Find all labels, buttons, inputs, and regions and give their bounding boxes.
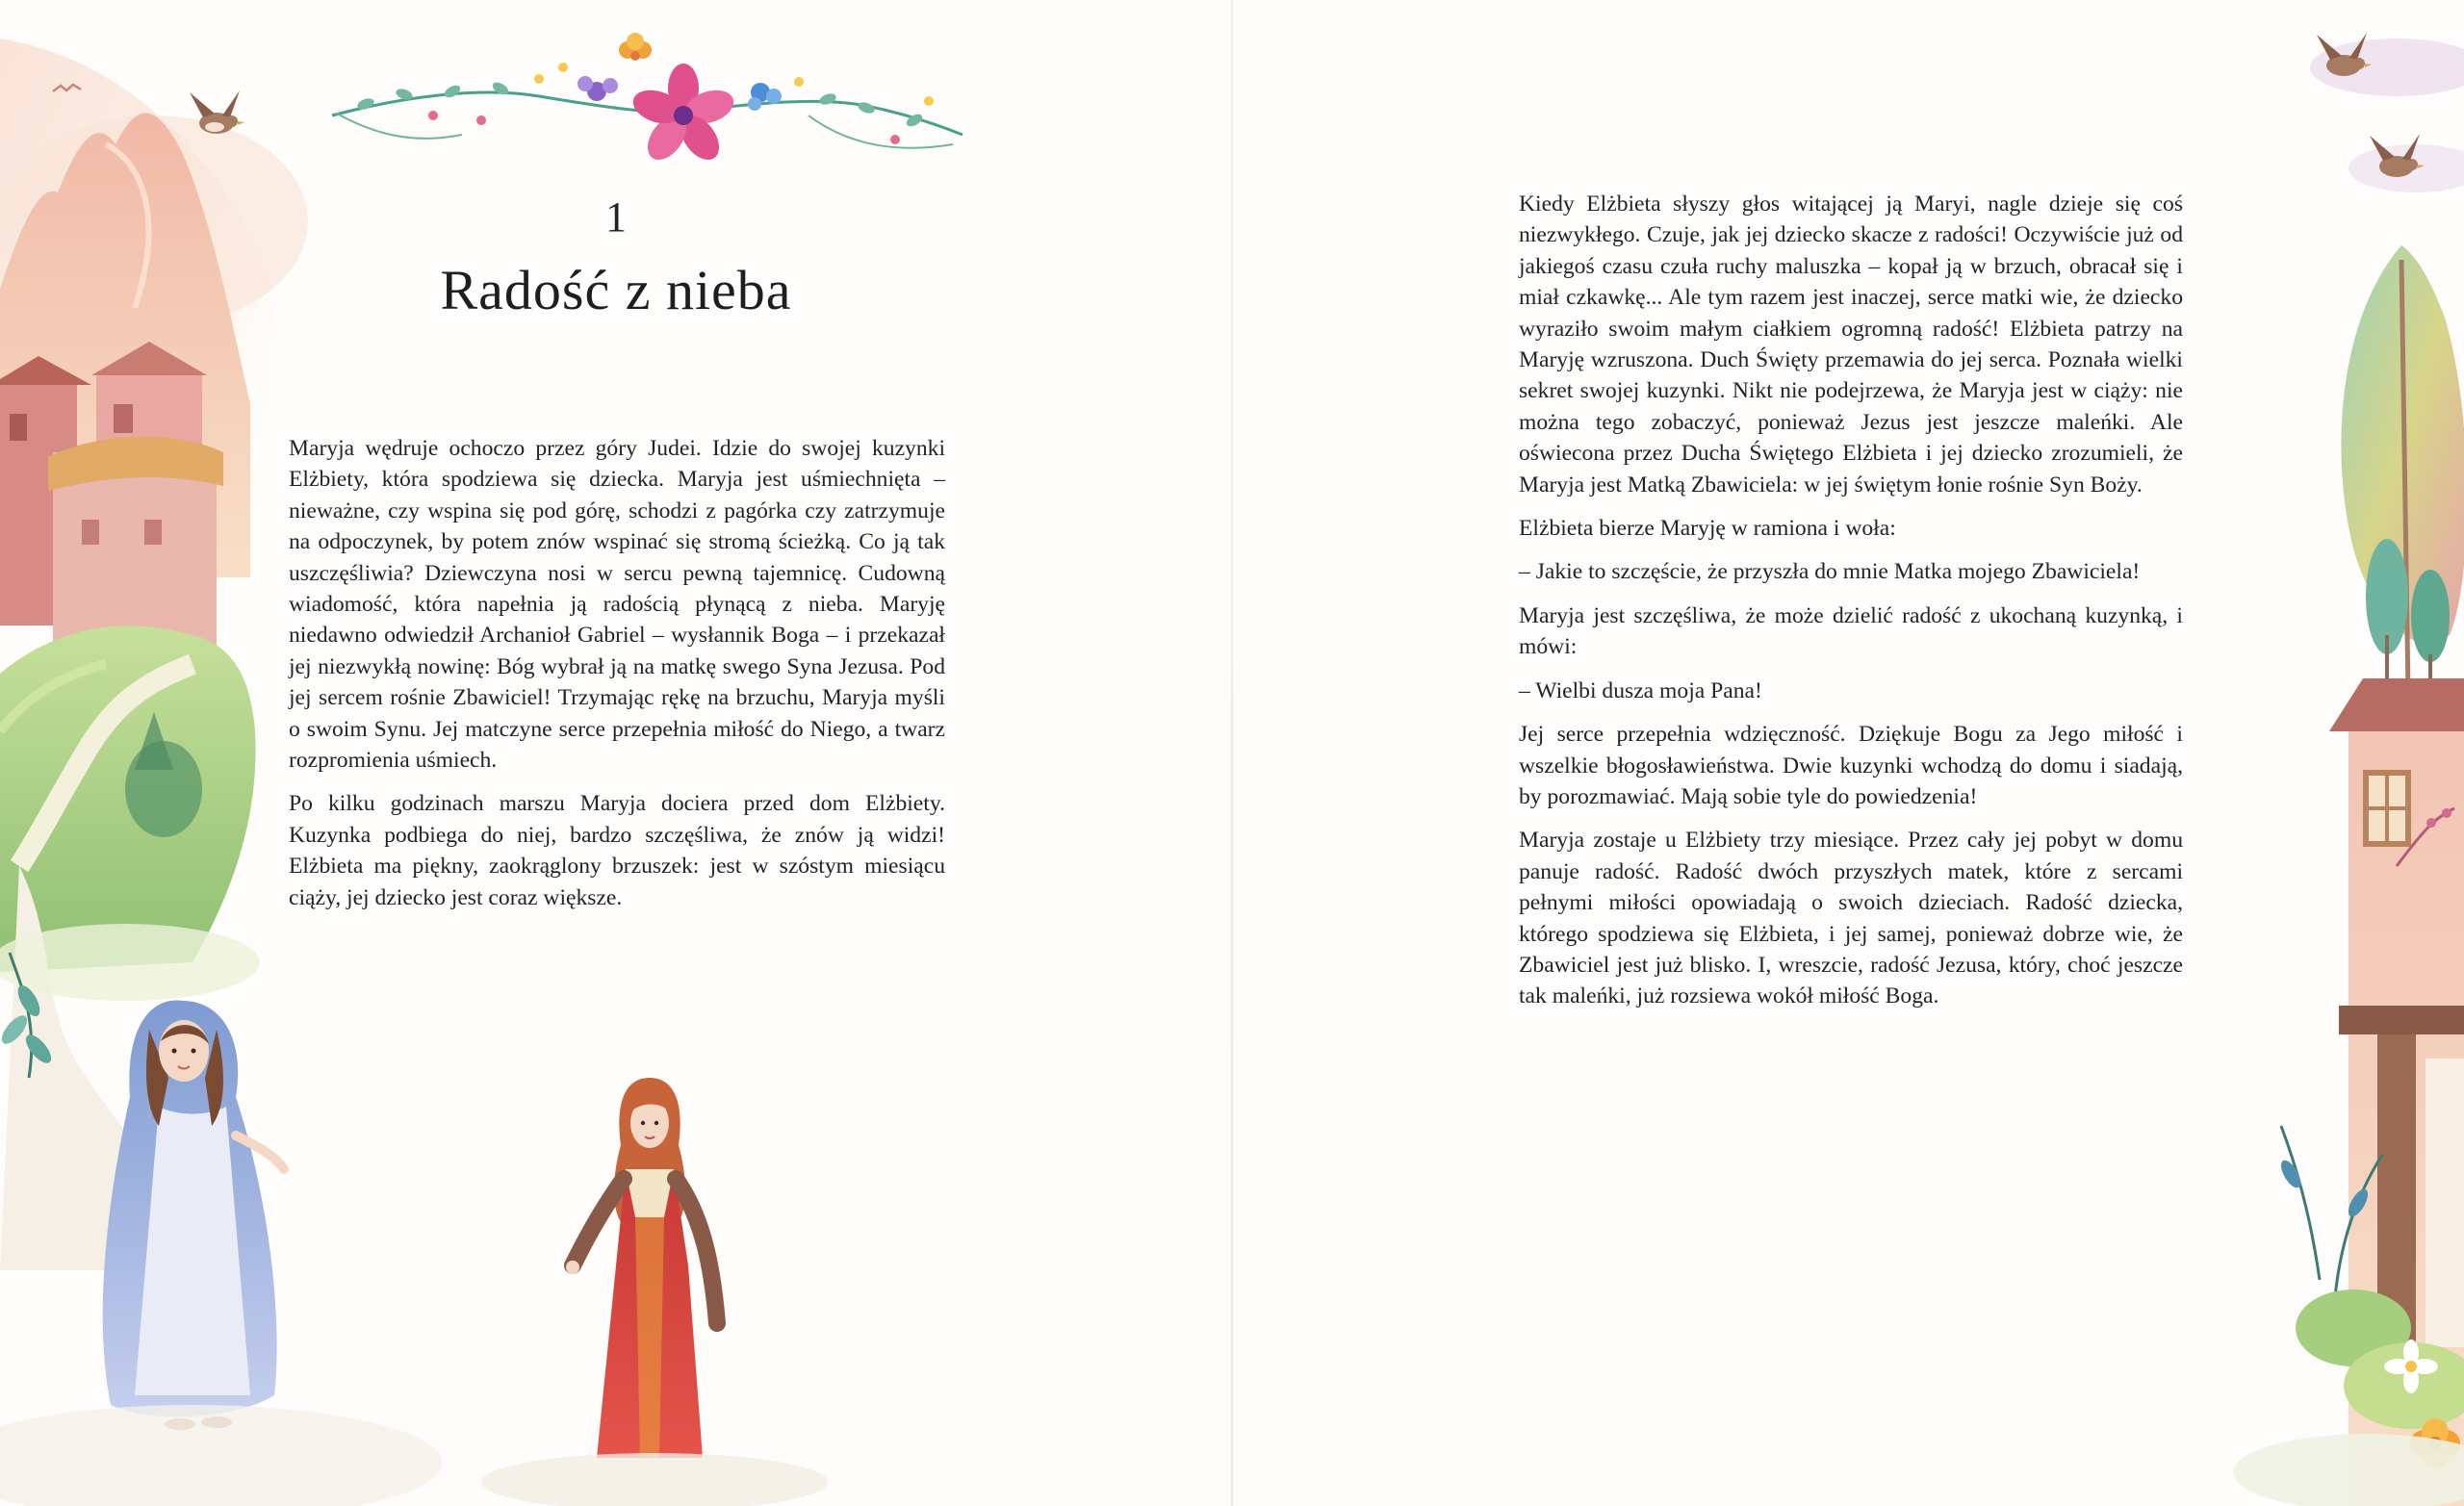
pink-flower-icon [629,64,737,166]
ground-wash [2233,1434,2464,1506]
paragraph: Maryja jest szczęśliwa, że może dzielić radość z ukochaną kuzynką, i mówi: [1519,602,2183,660]
paragraph: – Jakie to szczęście, że przyszła do mnie Matka mojego Zbawiciela! [1519,559,2141,585]
elizabeth-figure [566,1078,717,1458]
left-body-text [289,433,945,926]
chapter-title: Radość z nieba [440,259,792,321]
orange-flower-icon [619,33,652,61]
mary-figure [103,1001,284,1430]
right-page [1232,0,2464,1506]
paragraph: Po kilku godzinach marszu Maryja dociera przed dom Elżbiety. Kuzynka podbiega do niej, bardzo szczęśliwa, że znów ją widzi! Elżbieta ma piękny, zaokrąglony brzuszek: jest w szóstym miesiącu ciąży, jej dziecko jest coraz większe. [289,791,945,910]
purple-flower-icon [578,76,618,101]
ground-wash-2 [481,1453,828,1506]
right-body-text [1519,189,2183,1025]
paragraph: Maryja zostaje u Elżbiety trzy miesiące. Przez cały jej pobyt w domu panuje radość. Radość dwóch przyszłych matek, które z sercami pełnymi miłości opowiadają o swoich dzieciach. Radość dziecka, którego spodziewa się Elżbieta, i jej samej, ponieważ dobrze wie, że Zbawiciel jest już blisko. I, wreszcie, radość Jezusa, który, choć jeszcze tak maleńki, już rozsiewa wokół miłość Boga. [1519,828,2183,1009]
paragraph: Maryja wędruje ochoczo przez góry Judei. Idzie do swojej kuzynki Elżbiety, która spodziewa się dziecka. Maryja jest uśmiechnięta – nieważne, czy wspina się pod górę, schodzi z pagórka czy zatrzymuje na odpoczynek, by potem znów wspinać się stromą ścieżką. Co ją tak uszczęśliwia? Dziewczyna nosi w sercu pewną tajemnicę. Cudowną wiadomość, która napełnia ją radością płynącą z nieba. Maryję niedawno odwiedził Archanioł Gabriel – wysłannik Boga – i przekazał jej niezwykłą nowinę: Bóg wybrał ją na matkę swego Syna Jezusa. Pod jej sercem rośnie Zbawiciel! Trzymając rękę na brzuchu, Maryja myśli o swoim Synu. Jej matczyne serce przepełnia miłość do Niego, a twarz rozpromienia uśmiech. [289,436,945,774]
ground-wash [0,1405,443,1506]
village-houses [0,342,223,674]
meadow [0,924,260,1001]
paragraph: – Wielbi dusza moja Pana! [1519,677,1762,703]
flower-garland [332,33,962,166]
paragraph: Jej serce przepełnia wdzięczność. Dziękuje Bogu za Jego miłość i wszelkie błogosławieństwa. Dwie kuzynki wchodzą do domu i siadają, by porozmawiać. Mają sobie tyle do powiedzenia! [1519,722,2183,809]
paragraph: Elżbieta bierze Maryję w ramiona i woła: [1519,516,1896,542]
blue-flower-icon [748,83,782,111]
paragraph: Kiedy Elżbieta słyszy głos witającej ją Maryi, nagle dzieje się coś niezwykłego. Czuje, jak jej dziecko skacze z radości! Oczywiście już od jakiegoś czasu czuła ruchy maluszka – kopał ją w brzuch, obracał się i miał czkawkę... Ale tym razem jest inaczej, serce matki wie, że dziecko wyraziło swoim małym ciałkiem ogromną radość! Elżbieta patrzy na Maryję wzruszona. Duch Święty przemawia do jej serca. Poznała wielki sekret swojej kuzynki. Nikt nie podejrzewa, że Maryja jest w ciąży: nie można tego zobaczyć, ponieważ Jezus jest jeszcze maleńki. Ale oświecona przez Ducha Świętego Elżbieta i jej dziecko zrozumieli, że Maryja jest Matką Zbawiciela: w jej świętym łonie rośnie Syn Boży. [1519,191,2183,498]
chapter-number: 1 [605,193,627,241]
